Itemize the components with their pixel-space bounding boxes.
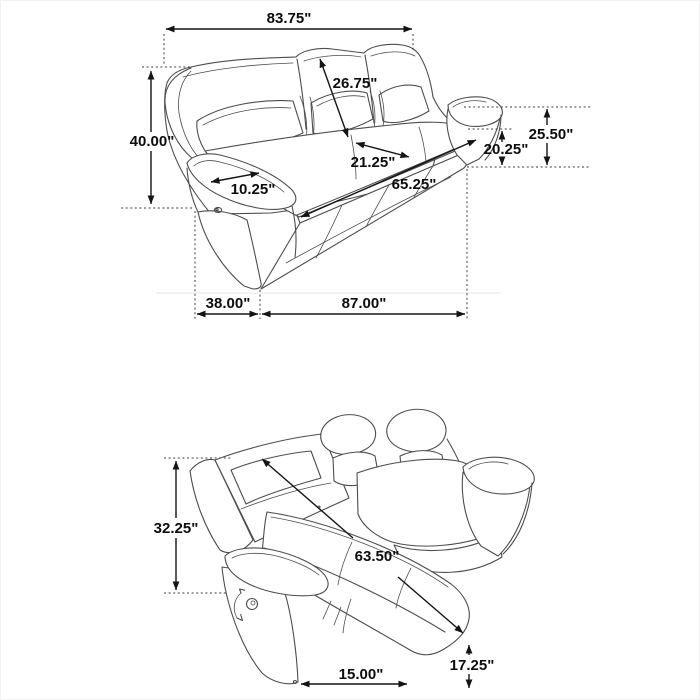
- dim-seat-depth-label: 21.25": [350, 154, 396, 171]
- sofa-reclined-view-art: [190, 409, 534, 683]
- dim-front-length: [262, 295, 465, 314]
- dim-arm-height-label: 25.50": [528, 126, 574, 143]
- dim-footrest-height-label: 17.25": [449, 657, 495, 674]
- dim-front-length-label: 87.00": [341, 295, 387, 312]
- dim-seat-height-label: 20.25": [483, 141, 529, 158]
- dim-recline-clearance-label: 15.00": [338, 666, 384, 683]
- dim-recline-clearance: [301, 666, 407, 684]
- dim-side-depth: [197, 295, 258, 314]
- dim-armrest-width-label: 10.25": [230, 181, 276, 198]
- dim-overall-width-label: 83.75": [266, 10, 312, 27]
- dim-reclined-back-height-label: 32.25": [153, 520, 199, 537]
- dim-side-depth-label: 38.00": [205, 295, 251, 312]
- dim-reclined-length-label: 63.50": [354, 548, 400, 565]
- dim-footrest-height: [450, 645, 495, 688]
- dim-arm-height: [529, 109, 574, 165]
- dim-back-cushion-length-label: 26.75": [332, 75, 378, 92]
- dim-seat-width-label: 65.25": [391, 176, 437, 193]
- sofa-dimension-svg: [1, 1, 700, 700]
- dim-overall-height-label: 40.00": [129, 133, 175, 150]
